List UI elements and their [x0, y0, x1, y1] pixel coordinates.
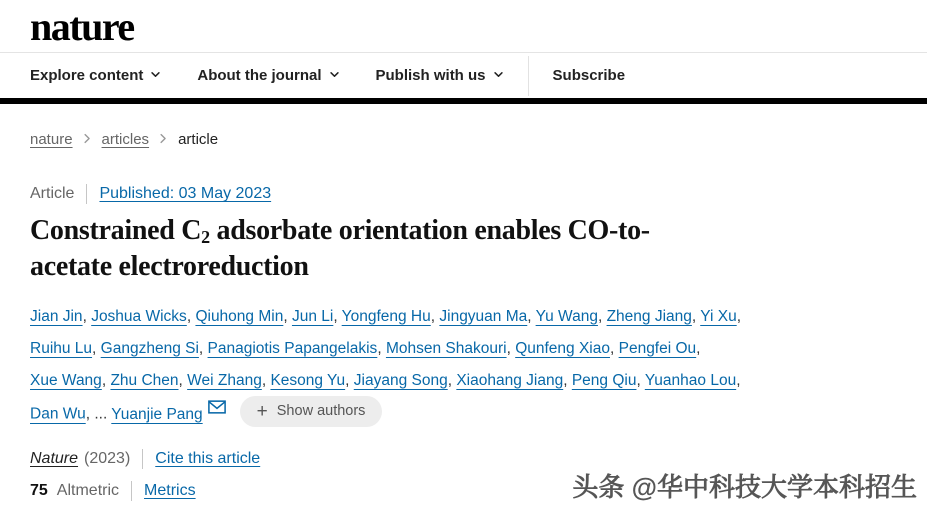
nature-logo[interactable]: nature — [30, 4, 134, 49]
author-item: Dan Wu, — [30, 405, 91, 423]
chevron-down-icon — [493, 67, 504, 84]
author-link[interactable]: Zhu Chen — [110, 371, 179, 389]
author-link[interactable]: Qunfeng Xiao — [515, 339, 610, 357]
breadcrumb-current: article — [178, 131, 219, 148]
author-link[interactable]: Panagiotis Papangelakis — [207, 339, 378, 357]
author-item: Yuanhao Lou, — [644, 371, 741, 389]
breadcrumb — [30, 131, 897, 148]
chevron-right-icon — [83, 131, 92, 148]
author-list — [30, 301, 754, 431]
author-item: Panagiotis Papangelakis, — [207, 339, 382, 357]
author-link[interactable]: Yuanhao Lou — [644, 371, 737, 389]
author-item: Zhu Chen, — [110, 371, 183, 389]
author-item: Wei Zhang, — [187, 371, 267, 389]
author-link[interactable]: Yu Wang — [535, 307, 598, 325]
show-authors-label: Show authors — [276, 403, 366, 420]
author-link[interactable]: Ruihu Lu — [30, 339, 93, 357]
article-title: Constrained $C_2$ adsorbate orientation enables CO-to- acetate electroreduction — [30, 215, 650, 282]
citation-divider — [142, 449, 143, 469]
authors-ellipsis: ... — [94, 405, 108, 423]
author-item: Kesong Yu, — [270, 371, 350, 389]
breadcrumb-link-articles[interactable]: articles — [101, 131, 150, 148]
author-link[interactable]: Yongfeng Hu — [341, 307, 431, 325]
author-item: Gangzheng Si, — [100, 339, 204, 357]
cite-this-article-link[interactable]: Cite this article — [155, 449, 261, 467]
author-item: Xiaohang Jiang, — [456, 371, 568, 389]
author-link[interactable]: Zheng Jiang — [606, 307, 692, 325]
nav-divider — [528, 56, 529, 96]
author-item: Joshua Wicks, — [91, 307, 192, 325]
journal-name-link[interactable]: Nature — [30, 449, 79, 467]
chevron-down-icon — [329, 67, 340, 84]
metrics-divider — [131, 481, 132, 501]
nav-explore-content-label: Explore content — [30, 67, 144, 84]
author-link[interactable]: Qiuhong Min — [195, 307, 284, 325]
author-item: Jingyuan Ma, — [439, 307, 532, 325]
author-item: Yongfeng Hu, — [341, 307, 436, 325]
author-link[interactable]: Jian Jin — [30, 307, 83, 325]
author-link[interactable]: Xue Wang — [30, 371, 102, 389]
author-item: Yu Wang, — [535, 307, 603, 325]
plus-icon: + — [256, 400, 268, 422]
nav-about-journal[interactable] — [197, 67, 339, 84]
author-link[interactable]: Gangzheng Si — [100, 339, 199, 357]
chevron-down-icon — [150, 67, 161, 84]
author-link[interactable]: Kesong Yu — [270, 371, 346, 389]
author-item: Pengfei Ou, — [618, 339, 701, 357]
metrics-link[interactable]: Metrics — [144, 481, 196, 499]
author-item: Mohsen Shakouri, — [385, 339, 511, 357]
author-item: Qunfeng Xiao, — [515, 339, 615, 357]
author-link[interactable]: Joshua Wicks — [91, 307, 187, 325]
watermark-text: 头条 @华中科技大学本科招生 — [572, 472, 917, 502]
nav-publish-with-us[interactable] — [376, 67, 504, 84]
title-subscript: 2 — [201, 227, 210, 247]
nav-subscribe-label: Subscribe — [552, 67, 626, 84]
published-date-link[interactable]: Published: 03 May 2023 — [99, 185, 272, 202]
author-item: Zheng Jiang, — [606, 307, 697, 325]
author-item: Peng Qiu, — [571, 371, 641, 389]
author-link[interactable]: Wei Zhang — [187, 371, 262, 389]
article-type-label: Article — [30, 185, 75, 202]
author-item: Xue Wang, — [30, 371, 107, 389]
author-item: Qiuhong Min, — [195, 307, 288, 325]
author-link[interactable]: Mohsen Shakouri — [385, 339, 507, 357]
article-meta — [30, 184, 897, 204]
nav-explore-content[interactable] — [30, 67, 161, 84]
author-link[interactable]: Pengfei Ou — [618, 339, 697, 357]
author-item: Jian Jin, — [30, 307, 87, 325]
main-nav — [0, 53, 927, 104]
breadcrumb-link-nature[interactable]: nature — [30, 131, 73, 148]
corresponding-author-link[interactable]: Yuanjie Pang — [111, 405, 203, 423]
author-link[interactable]: Peng Qiu — [571, 371, 637, 389]
email-icon[interactable] — [208, 394, 226, 426]
nav-publish-with-us-label: Publish with us — [375, 67, 486, 84]
journal-citation-line — [30, 449, 897, 469]
nav-subscribe[interactable] — [553, 67, 626, 84]
author-link[interactable]: Xiaohang Jiang — [456, 371, 564, 389]
altmetric-value: 75 — [30, 481, 48, 499]
nav-about-journal-label: About the journal — [197, 67, 322, 84]
altmetric-label: Altmetric — [56, 481, 120, 499]
chevron-right-icon — [159, 131, 168, 148]
author-link[interactable]: Yi Xu — [700, 307, 737, 325]
journal-year: (2023) — [84, 449, 131, 467]
show-authors-button[interactable] — [240, 396, 383, 427]
author-link[interactable]: Dan Wu — [30, 405, 86, 423]
author-link[interactable]: Jun Li — [291, 307, 334, 325]
author-link[interactable]: Jingyuan Ma — [439, 307, 528, 325]
meta-divider — [86, 184, 87, 204]
author-item: Ruihu Lu, — [30, 339, 97, 357]
author-item: Jun Li, — [291, 307, 338, 325]
author-item: Yi Xu, — [700, 307, 742, 325]
article-content — [0, 104, 927, 501]
author-item: Jiayang Song, — [353, 371, 453, 389]
author-link[interactable]: Jiayang Song — [353, 371, 448, 389]
masthead — [0, 0, 927, 53]
